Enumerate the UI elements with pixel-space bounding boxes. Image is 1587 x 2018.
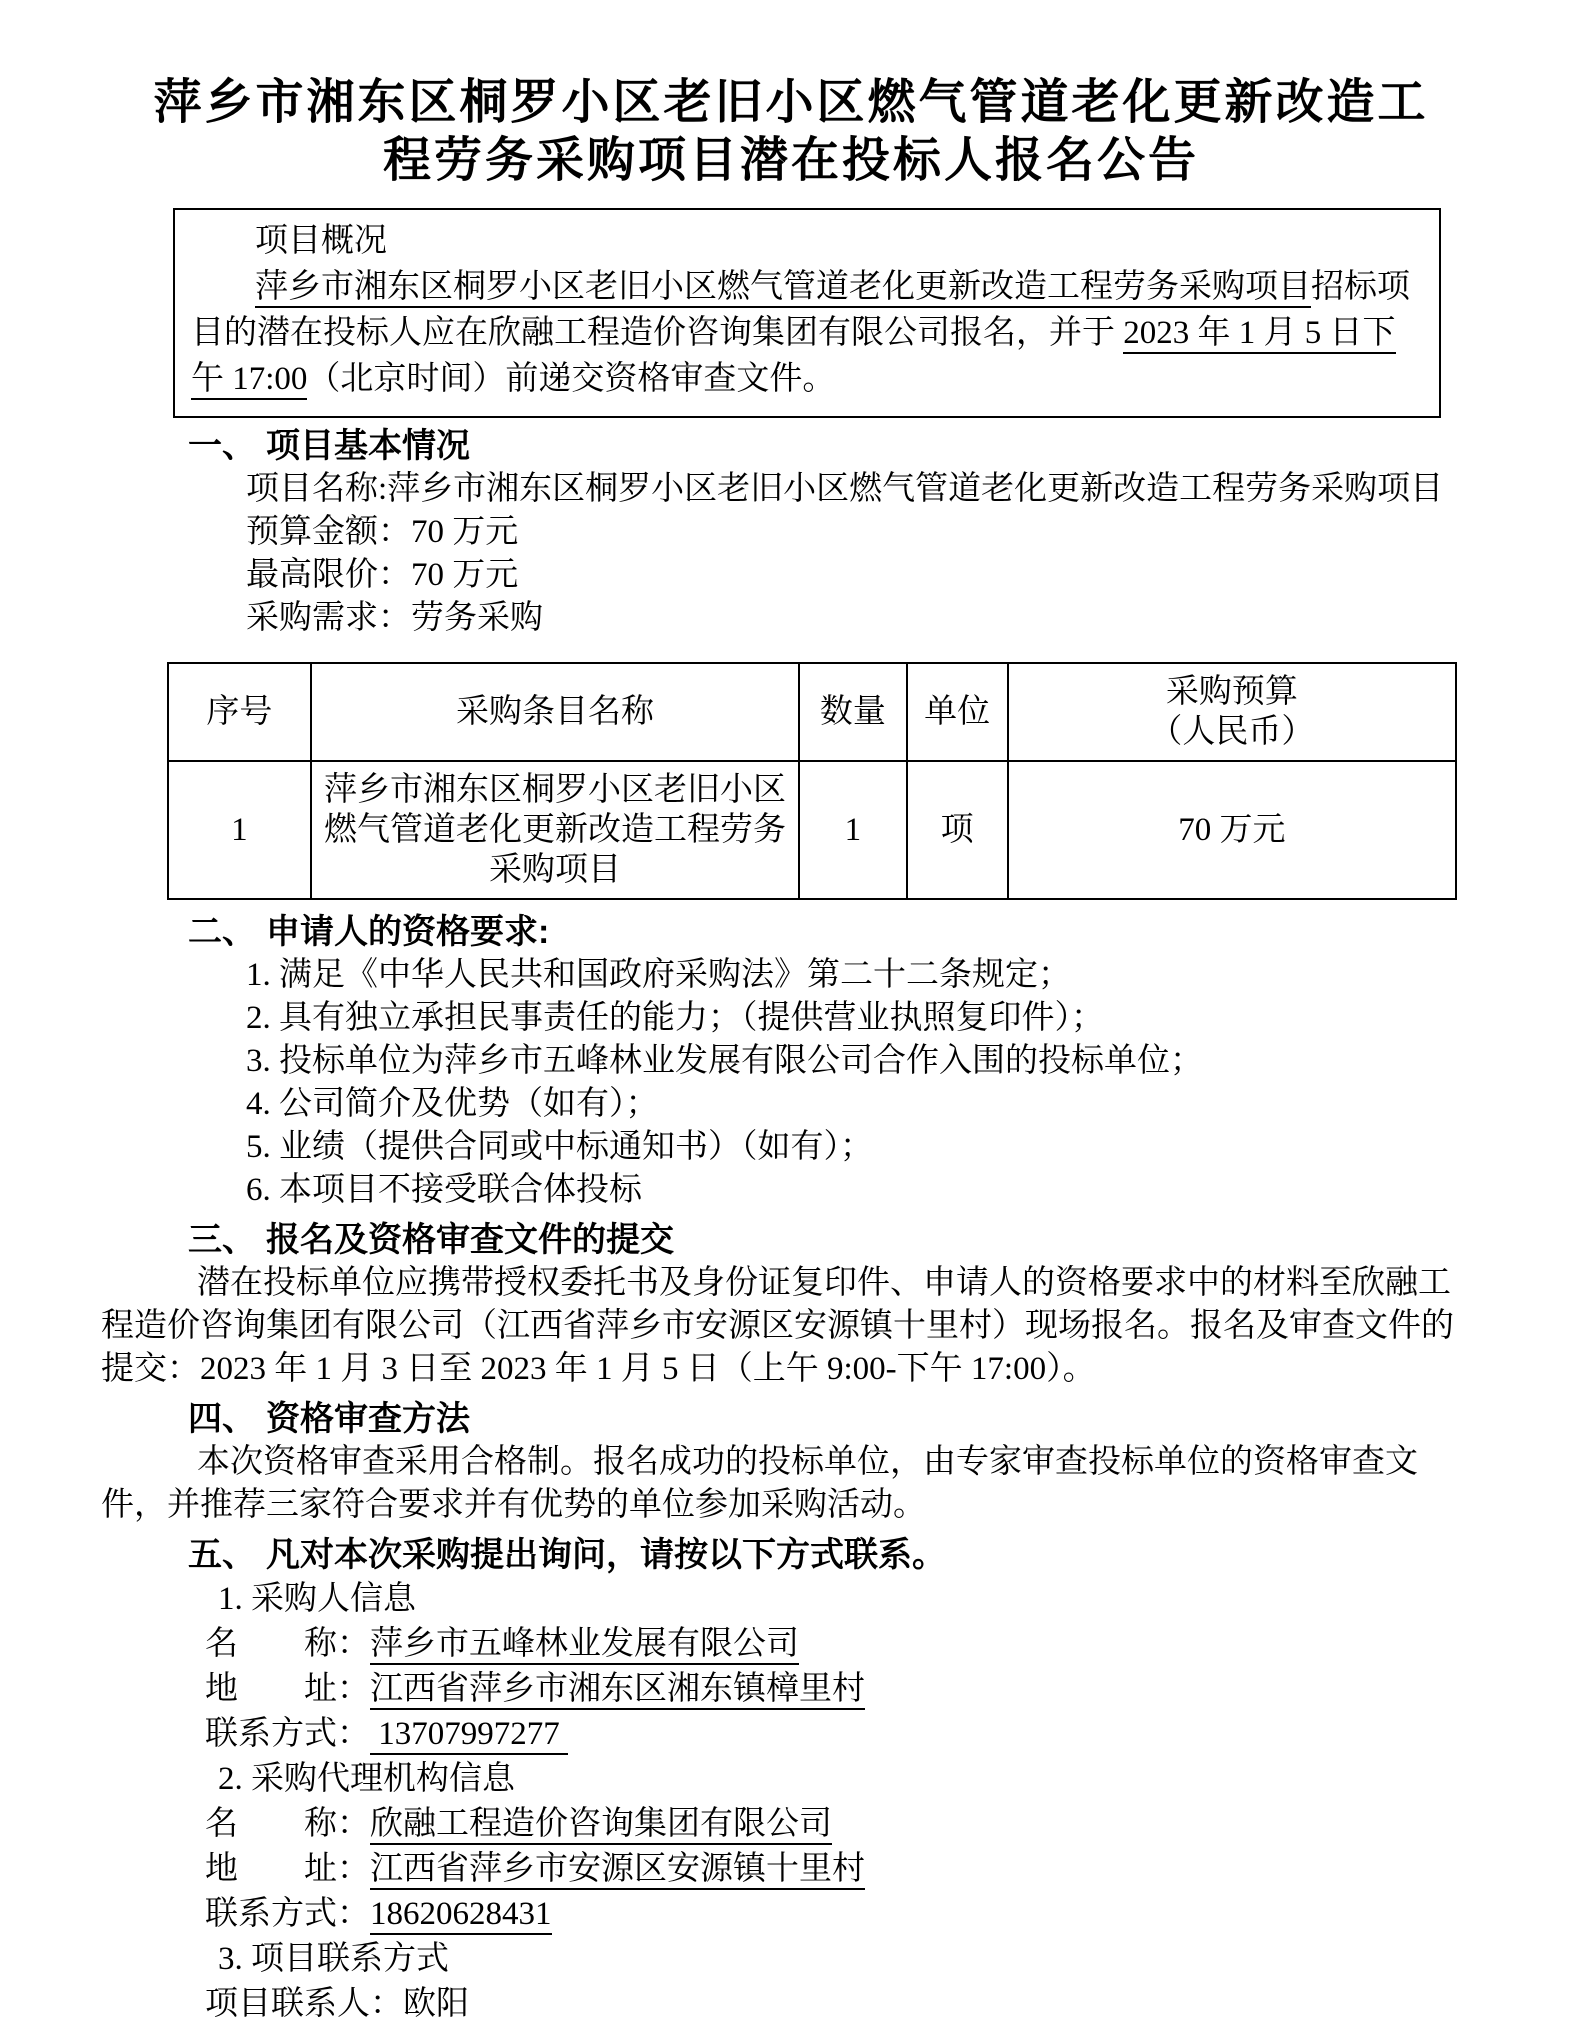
qualification-item: 6. 本项目不接受联合体投标 bbox=[246, 1172, 642, 1208]
header-budget-line1: 采购预算 bbox=[1165, 674, 1298, 710]
section-heading-submission bbox=[188, 1218, 1481, 1262]
cell-item-name-line3: 采购项目 bbox=[488, 852, 621, 888]
section-number: 二、 bbox=[188, 913, 256, 951]
deadline-underlined: 2023 年 1 月 5 日下午 17:00 bbox=[191, 315, 1396, 400]
header-budget bbox=[1008, 663, 1456, 761]
procurement-demand-line: 采购需求：劳务采购 bbox=[246, 600, 543, 636]
agency-info-title: 2. 采购代理机构信息 bbox=[218, 1761, 515, 1797]
contact-person-value: 欧阳 bbox=[403, 1986, 469, 2018]
project-name-line: 项目名称:萍乡市湘东区桐罗小区老旧小区燃气管道老化更新改造工程劳务采购项目 bbox=[246, 471, 1444, 507]
overview-label: 项目概况 bbox=[255, 223, 387, 259]
section-heading-contact bbox=[188, 1533, 1481, 1577]
purchase-items-table bbox=[167, 662, 1457, 900]
table-header-row bbox=[168, 663, 1456, 761]
agency-address-value: 江西省萍乡市安源区安源镇十里村 bbox=[370, 1851, 865, 1890]
cell-no: 1 bbox=[168, 761, 311, 899]
section-title: 凡对本次采购提出询问，请按以下方式联系。 bbox=[266, 1536, 946, 1574]
section-heading-basic-info bbox=[188, 424, 1481, 468]
header-budget-line2: （人民币） bbox=[1149, 714, 1315, 750]
table-row bbox=[168, 761, 1456, 899]
cell-item-name-line1: 萍乡市湘东区桐罗小区老旧小区 bbox=[323, 772, 786, 808]
phone-label: 联系方式： bbox=[205, 1896, 370, 1932]
review-paragraph: 本次资格审查采用合格制。报名成功的投标单位，由专家审查投标单位的资格审查文件，并推荐三家符合要求并有优势的单位参加采购活动。 bbox=[101, 1444, 1418, 1523]
section-number: 四、 bbox=[188, 1400, 256, 1438]
address-label: 地 址： bbox=[205, 1671, 370, 1707]
header-unit: 单位 bbox=[907, 663, 1008, 761]
purchaser-address-row bbox=[205, 1667, 1481, 1712]
budget-amount-line: 预算金额：70 万元 bbox=[246, 514, 519, 550]
project-name-underlined: 萍乡市湘东区桐罗小区老旧小区燃气管道老化更新改造工程劳务采购项目 bbox=[255, 269, 1311, 308]
price-limit-line: 最高限价：70 万元 bbox=[246, 557, 519, 593]
qualification-item: 1. 满足《中华人民共和国政府采购法》第二十二条规定； bbox=[246, 957, 1071, 993]
agency-phone-value: 18620628431 bbox=[370, 1896, 552, 1935]
purchaser-phone-value: 13707997277 bbox=[370, 1716, 568, 1755]
section-title: 项目基本情况 bbox=[266, 427, 470, 465]
contact-person-label: 项目联系人： bbox=[205, 1986, 403, 2018]
section-heading-qualification bbox=[188, 910, 1481, 954]
overview-text: 招标项目的潜在投标人应在欣融工程造价咨询集团有限公司报名，并于 bbox=[191, 269, 1410, 351]
section-title: 资格审查方法 bbox=[266, 1400, 470, 1438]
project-contact-title: 3. 项目联系方式 bbox=[218, 1941, 449, 1977]
section-title: 报名及资格审查文件的提交 bbox=[266, 1221, 674, 1259]
name-label: 名 称： bbox=[205, 1626, 370, 1662]
header-no: 序号 bbox=[168, 663, 311, 761]
address-label: 地 址： bbox=[205, 1851, 370, 1887]
agency-phone-row bbox=[205, 1892, 1481, 1937]
cell-budget: 70 万元 bbox=[1008, 761, 1456, 899]
name-label: 名 称： bbox=[205, 1806, 370, 1842]
cell-item-name bbox=[311, 761, 799, 899]
header-item-name: 采购条目名称 bbox=[311, 663, 799, 761]
purchaser-address-value: 江西省萍乡市湘东区湘东镇樟里村 bbox=[370, 1671, 865, 1710]
submission-paragraph: 潜在投标单位应携带授权委托书及身份证复印件、申请人的资格要求中的材料至欣融工程造价咨询集团有限公司（江西省萍乡市安源区安源镇十里村）现场报名。报名及审查文件的提交：2023 年 1 月 3 日至 2023 年 1 月 5 日（上午 9:00-下午 17:00）。 bbox=[101, 1265, 1454, 1387]
qualification-item: 4. 公司简介及优势（如有）； bbox=[246, 1086, 659, 1122]
purchaser-info-title: 1. 采购人信息 bbox=[218, 1581, 416, 1617]
section-number: 三、 bbox=[188, 1221, 256, 1259]
overview-paragraph bbox=[191, 264, 1423, 402]
section-title: 申请人的资格要求: bbox=[266, 913, 550, 951]
qualification-item: 2. 具有独立承担民事责任的能力；（提供营业执照复印件）； bbox=[246, 1000, 1104, 1036]
section-number: 五、 bbox=[188, 1536, 256, 1574]
qualification-item: 3. 投标单位为萍乡市五峰林业发展有限公司合作入围的投标单位； bbox=[246, 1043, 1203, 1079]
section-heading-review bbox=[188, 1397, 1481, 1441]
phone-label: 联系方式： bbox=[205, 1716, 370, 1752]
purchaser-phone-row bbox=[205, 1712, 1481, 1757]
project-overview-box bbox=[173, 208, 1441, 418]
purchaser-name-value: 萍乡市五峰林业发展有限公司 bbox=[370, 1626, 799, 1665]
header-qty: 数量 bbox=[799, 663, 906, 761]
cell-qty: 1 bbox=[799, 761, 906, 899]
project-contact-row bbox=[205, 1982, 1481, 2018]
purchaser-name-row bbox=[205, 1622, 1481, 1667]
overview-text-tail: （北京时间）前递交资格审查文件。 bbox=[307, 361, 836, 397]
qualification-item: 5. 业绩（提供合同或中标通知书）（如有）； bbox=[246, 1129, 873, 1165]
agency-name-row bbox=[205, 1802, 1481, 1847]
cell-unit: 项 bbox=[907, 761, 1008, 899]
cell-item-name-line2: 燃气管道老化更新改造工程劳务 bbox=[323, 812, 786, 848]
section-number: 一、 bbox=[188, 427, 256, 465]
document-title: 萍乡市湘东区桐罗小区老旧小区燃气管道老化更新改造工程劳务采购项目潜在投标人报名公告 bbox=[153, 76, 1429, 187]
agency-name-value: 欣融工程造价咨询集团有限公司 bbox=[370, 1806, 832, 1845]
agency-address-row bbox=[205, 1847, 1481, 1892]
